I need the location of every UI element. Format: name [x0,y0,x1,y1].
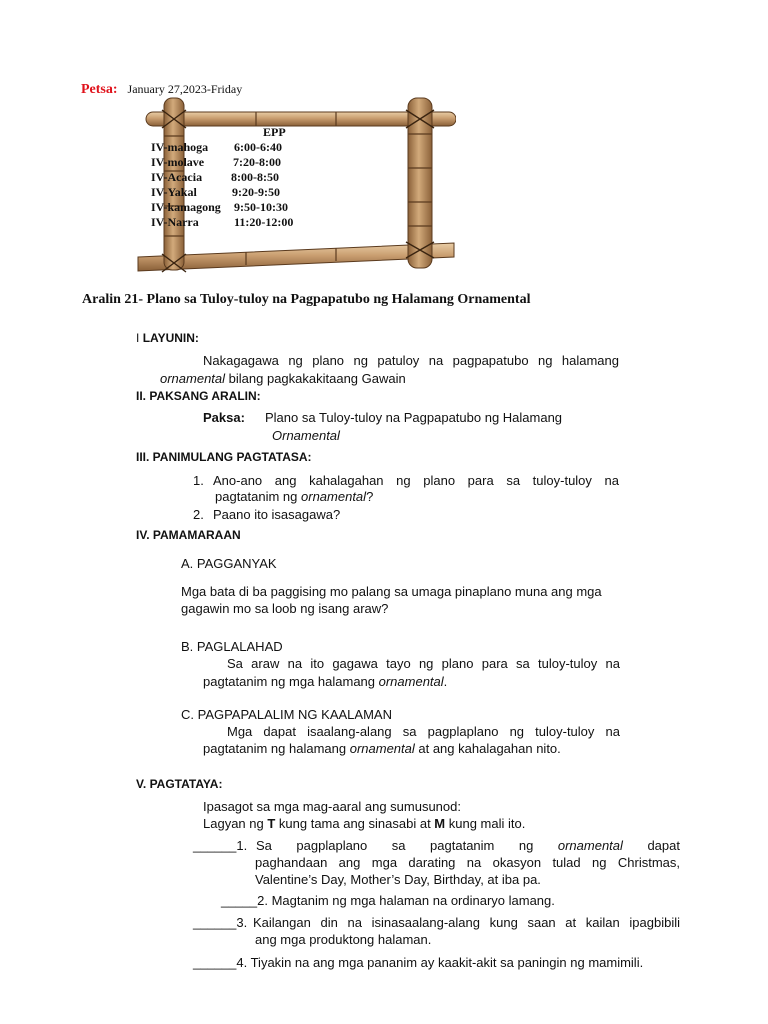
paksa-line1: Plano sa Tuloy-tuloy na Pagpapatubo ng Halamang [265,410,563,425]
ornamental-term: ornamental [557,838,623,853]
layunin-heading [136,331,199,345]
schedule-row [151,155,281,170]
section-time: 11:20-12:00 [234,215,294,229]
paglalahad-line2 [203,674,447,689]
question-2: Paano ito isasagawa? [213,507,341,522]
schedule-block [151,125,351,235]
section-time: 9:50-10:30 [234,200,288,214]
q1-end: ? [366,489,374,504]
item-1-line1 [256,838,680,853]
ornamental-term: ornamental [378,674,444,689]
section-name: IV-Acacia [151,170,203,184]
schedule-title: EPP [263,125,286,139]
pagganyak-label: A. PAGGANYAK [181,556,277,571]
ornamental-term: ornamental [349,741,415,756]
intro-text: Lagyan ng [203,816,268,831]
false-marker: M [434,816,446,831]
pagpapalalim-end: at ang kahalagahan nito. [414,741,561,756]
section-time: 6:00-6:40 [234,140,282,154]
pagganyak-line2: gagawin mo sa loob ng isang araw? [181,601,389,616]
question-1-line1: Ano-ano ang kahalagahan ng plano para sa tuloy-tuloy na [213,473,619,488]
item-1-blank[interactable]: ______1. [193,838,248,853]
item-1-line2: paghandaan ang mga darating na okasyon tulad ng Christmas, [255,855,680,870]
ornamental-term: ornamental [160,371,226,386]
layunin-line1: Nakagagawa ng plano ng patuloy na pagpapatubo ng halamang [203,353,619,368]
lesson-title: Aralin 21- Plano sa Tuloy-tuloy na Pagpapatubo ng Halamang Ornamental [82,292,531,307]
pamamaraan-heading: IV. PAMAMARAAN [136,528,241,542]
layunin-label: LAYUNIN: [142,331,199,345]
question-1-line2 [215,489,373,504]
true-marker: T [267,816,276,831]
section-time: 7:20-8:00 [233,155,281,169]
paksa-label: Paksa: [203,410,245,425]
date-label: Petsa: [81,82,118,97]
item1-text: Sa pagplaplano sa pagtatanim ng [256,838,558,853]
question-1-number: 1. [193,473,204,488]
section-name: IV-kamagong [151,200,221,214]
item-3-line1: Kailangan din na isinasaalang-alang kung saan at kailan ipagbibili [253,915,680,930]
item-3-line2: ang mga produktong halaman. [255,932,432,947]
q1-text: pagtatanim ng [215,489,302,504]
pagpapalalim-label: C. PAGPAPALALIM NG KAALAMAN [181,707,392,722]
section-time: 8:00-8:50 [231,170,279,184]
paglalahad-end: . [443,674,448,689]
question-2-number: 2. [193,507,204,522]
panimulang-heading: III. PANIMULANG PAGTATASA: [136,450,312,464]
item-4: ______4. Tiyakin na ang mga pananim ay kaakit-akit sa paningin ng mamimili. [193,955,644,970]
pagtataya-intro2 [203,816,525,831]
item-3-blank[interactable]: ______3. [193,915,248,930]
schedule-row [151,215,294,230]
item1-text: dapat [622,838,680,853]
pagganyak-line1: Mga bata di ba paggising mo palang sa umaga pinaplano muna ang mga [181,584,602,599]
section-time: 9:20-9:50 [232,185,280,199]
ornamental-term: ornamental [301,489,367,504]
section-name: IV-Yakal [151,185,197,199]
item-1-line3: Valentine’s Day, Mother’s Day, Birthday, at iba pa. [255,872,541,887]
pagtataya-heading: V. PAGTATAYA: [136,777,223,791]
intro-text: kung tama ang sinasabi at [275,816,435,831]
paksang-aralin-heading: II. PAKSANG ARALIN: [136,389,261,403]
paksa-line2: Ornamental [272,428,340,443]
section-name: IV-mahoga [151,140,209,154]
schedule-row [151,170,279,185]
layunin-line2 [160,371,406,386]
pagpapalalim-line2 [203,741,561,756]
paglalahad-text: pagtatanim ng mga halamang [203,674,379,689]
section-name: IV-Narra [151,215,199,229]
item-2: _____2. Magtanim ng mga halaman na ordinaryo lamang. [221,893,555,908]
section-name: IV-molave [151,155,205,169]
schedule-row [151,140,282,155]
layunin-line2-text: bilang pagkakakitaang Gawain [225,371,406,386]
pagtataya-intro1: Ipasagot sa mga mag-aaral ang sumusunod: [203,799,461,814]
date-value: January 27,2023-Friday [127,82,243,96]
paglalahad-line1: Sa araw na ito gagawa tayo ng plano para sa tuloy-tuloy na [227,656,620,671]
intro-text: kung mali ito. [445,816,526,831]
layunin-number: I [136,331,140,345]
schedule-row [151,185,280,200]
pagpapalalim-text: pagtatanim ng halamang [203,741,350,756]
paglalahad-label: B. PAGLALAHAD [181,639,283,654]
pagpapalalim-line1: Mga dapat isaalang-alang sa pagplaplano ng tuloy-tuloy na [227,724,620,739]
schedule-row [151,200,288,215]
